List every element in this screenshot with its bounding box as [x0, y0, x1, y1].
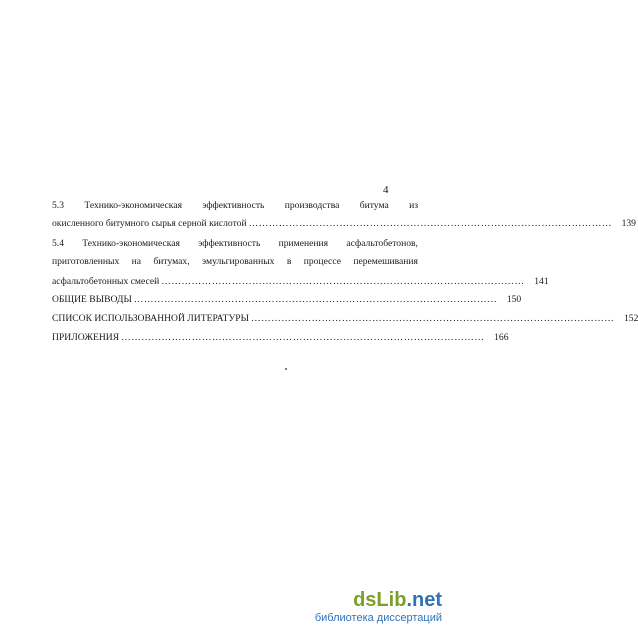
toc-entry-5-3-line-1: [52, 198, 418, 213]
toc-page-number: 152: [624, 313, 638, 324]
toc-entry-appendices: [52, 330, 509, 345]
toc-word: 5.4: [52, 238, 64, 249]
logo-part: dsLib: [353, 589, 407, 611]
toc-word: производства: [284, 200, 340, 211]
toc-word: применения: [278, 238, 329, 249]
dot-leader: ………………………………………………………………………………………………: [121, 332, 485, 343]
toc-word: битума: [359, 200, 389, 211]
toc-word: эффективность: [202, 200, 265, 211]
toc-word: битумах,: [153, 256, 190, 267]
toc-entry-general-conclusions: [52, 292, 522, 307]
toc-entry-text: окисленного битумного сырья серной кислотой: [52, 218, 247, 229]
toc-word: в: [286, 256, 292, 267]
toc-word: перемешивания: [353, 256, 418, 267]
toc-entry-text: асфальтобетонных смесей: [52, 276, 160, 287]
dot-leader: ………………………………………………………………………………………………: [248, 218, 612, 229]
dot-leader: ………………………………………………………………………………………………: [133, 294, 498, 305]
dot-leader: ………………………………………………………………………………………………: [251, 313, 615, 324]
toc-page-number: 150: [506, 294, 522, 305]
logo-part: .net: [406, 589, 442, 611]
toc-word: эффективность: [198, 238, 261, 249]
toc-entry-text: ПРИЛОЖЕНИЯ: [52, 332, 120, 343]
toc-word: из: [409, 200, 418, 211]
toc-word: Технико-экономическая: [82, 238, 180, 249]
toc-entry-references: [52, 311, 638, 326]
toc-word: асфальтобетонов,: [346, 238, 418, 249]
toc-entry-5-4-line-1: [52, 236, 418, 251]
toc-entry-5-4-leader: [52, 274, 549, 289]
watermark-tagline: библиотека диссертаций: [314, 612, 442, 624]
toc-entry-text: СПИСОК ИСПОЛЬЗОВАННОЙ ЛИТЕРАТУРЫ: [52, 313, 250, 324]
toc-word: на: [131, 256, 142, 267]
dslib-watermark: [315, 590, 442, 624]
toc-page-number: 141: [534, 276, 549, 287]
toc-entry-5-4-line-2: [52, 254, 418, 269]
toc-word: 5.3: [52, 200, 64, 211]
toc-word: приготовленных: [52, 256, 120, 267]
toc-word: эмульгированных: [201, 256, 275, 267]
page-number: 4: [383, 184, 389, 196]
toc-page-number: 139: [621, 218, 636, 229]
scan-speck: [285, 368, 287, 370]
toc-entry-5-3-leader: [52, 216, 636, 231]
toc-entry-text: ОБЩИЕ ВЫВОДЫ: [52, 294, 132, 305]
toc-word: Технико-экономическая: [84, 200, 182, 211]
toc-page-number: 166: [494, 332, 509, 343]
dot-leader: ………………………………………………………………………………………………: [161, 276, 525, 287]
dslib-logo: [315, 590, 442, 610]
toc-word: процессе: [303, 256, 341, 267]
